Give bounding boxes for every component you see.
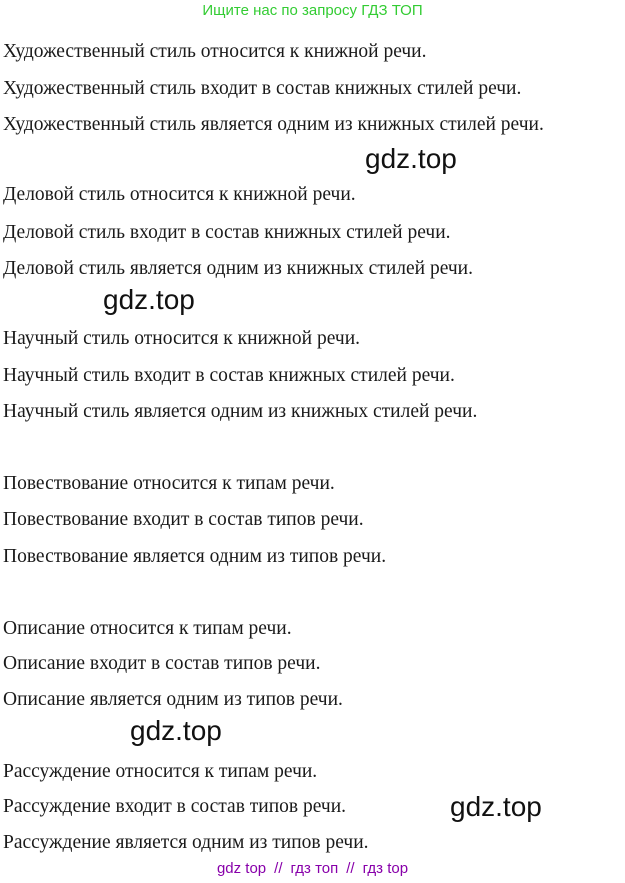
text-line-3: Художественный стиль является одним из книжных стилей речи.: [3, 114, 544, 135]
text-line-11: Повествование входит в состав типов речи.: [3, 509, 364, 530]
text-line-6: Деловой стиль является одним из книжных стилей речи.: [3, 258, 473, 279]
watermark-gdz-top: gdz.top: [365, 143, 457, 174]
text-line-5: Деловой стиль входит в состав книжных стилей речи.: [3, 222, 451, 243]
watermark-gdz-top: gdz.top: [450, 791, 542, 822]
footer-link-gdz-top-mixed[interactable]: гдз top: [362, 860, 409, 877]
watermark-gdz-top: gdz.top: [130, 715, 222, 746]
footer-separator: //: [274, 860, 283, 877]
text-line-1: Художественный стиль относится к книжной речи.: [3, 41, 427, 62]
text-line-9: Научный стиль является одним из книжных стилей речи.: [3, 401, 478, 422]
text-line-15: Описание является одним из типов речи.: [3, 689, 343, 710]
text-line-12: Повествование является одним из типов речи.: [3, 546, 387, 567]
text-line-14: Описание входит в состав типов речи.: [3, 653, 321, 674]
search-hint-banner: Ищите нас по запросу ГДЗ ТОП: [202, 2, 423, 19]
text-line-17: Рассуждение входит в состав типов речи.: [3, 796, 347, 817]
text-line-8: Научный стиль входит в состав книжных стилей речи.: [3, 365, 455, 386]
footer-banner: [0, 859, 625, 879]
text-line-10: Повествование относится к типам речи.: [3, 473, 335, 494]
text-line-18: Рассуждение является одним из типов речи.: [3, 832, 369, 853]
footer-link-gdz-top-ru[interactable]: гдз топ: [290, 860, 339, 877]
text-line-13: Описание относится к типам речи.: [3, 618, 292, 639]
text-line-7: Научный стиль относится к книжной речи.: [3, 328, 360, 349]
text-line-16: Рассуждение относится к типам речи.: [3, 761, 318, 782]
text-line-4: Деловой стиль относится к книжной речи.: [3, 184, 356, 205]
watermark-gdz-top: gdz.top: [103, 284, 195, 315]
footer-separator: //: [346, 860, 355, 877]
footer-link-gdz-top[interactable]: gdz top: [216, 860, 267, 877]
text-line-2: Художественный стиль входит в состав книжных стилей речи.: [3, 78, 522, 99]
